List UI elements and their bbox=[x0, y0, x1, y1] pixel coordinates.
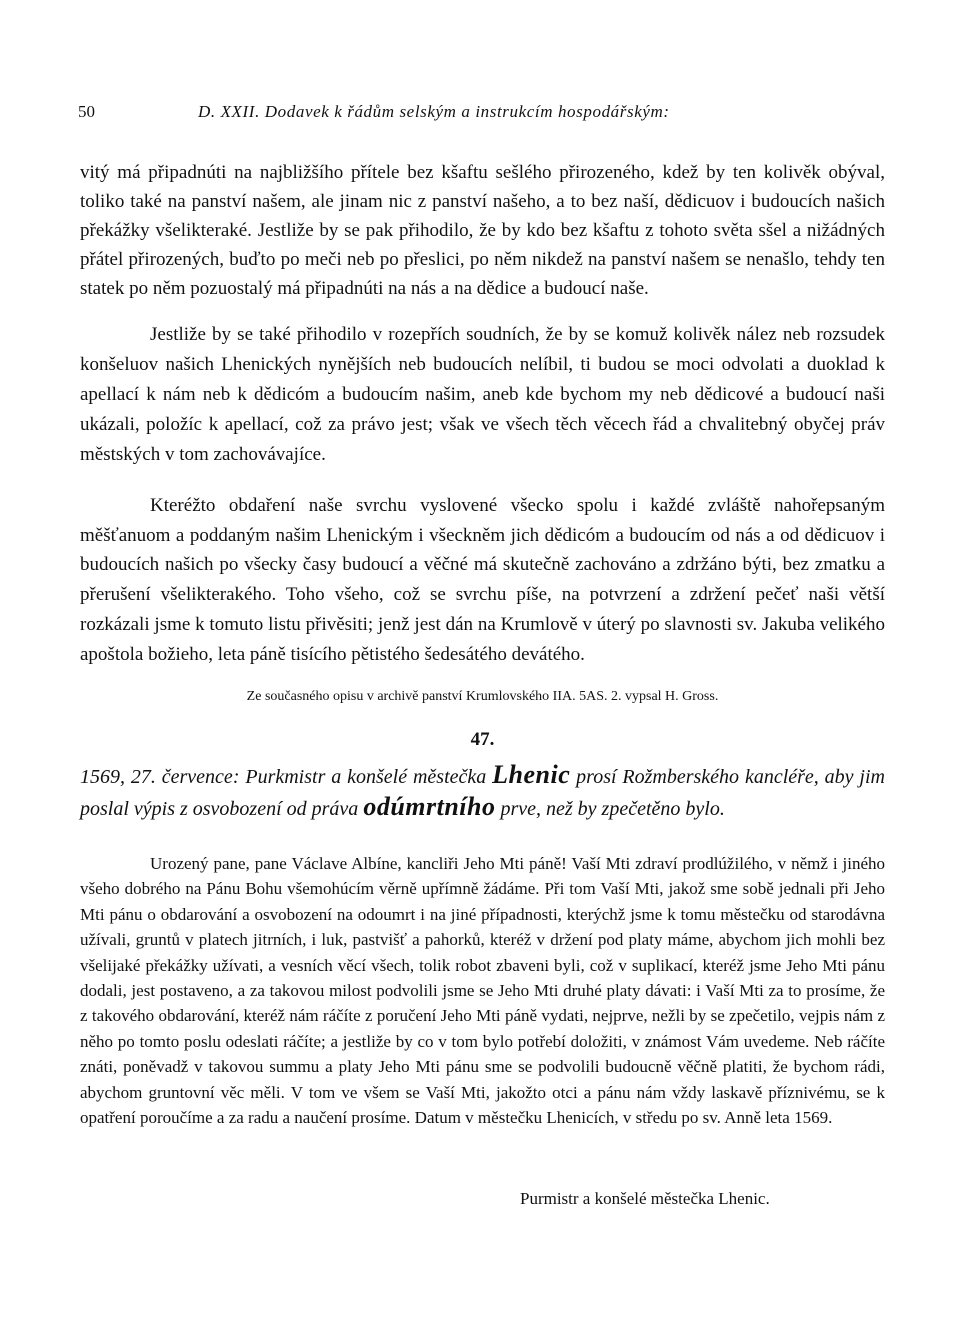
running-title: D. XXII. Dodavek k řádům selským a instrukcím hospodářským: bbox=[198, 102, 670, 121]
heading-name-lhenic: Lhenic bbox=[492, 760, 571, 789]
heading-text-part1: 1569, 27. července: Purkmistr a konšelé městečka bbox=[80, 766, 493, 788]
letter-text: Urozený pane, pane Václave Albíne, kancliři Jeho Mti páně! Vaší Mti zdraví prodlúžilého, v němž i jiného všeho dobrého na Pánu Bohu všemohúcím věrně upřímně žádáme. Při tom Vaší Mti, jakož sme sobě jednali při Jeho Mti pánu o obdarování a osvobození na odoumrt i na jiné případnosti, kterýchž jsme k tomu městečku od starodávna užívali, gruntů v platech jitrních, i luk, pastvišť a pahorků, kteréž v držení pod platy máme, abychom jich mohli bez všelijaké překážky užívati, a vesních věcí všech, tolik robot zbaveni byli, což v suplikací, kteréž jsme Jeho Mti pánu dodali, jest postaveno, a za takovou milost podvolili jsme se Jeho Mti druhé platy dávati: i Vaší Mti za to prosíme, že z takového obdarování, kteréž nám ráčíte z poručení Jeho Mti páně vydati, nejprve, nežli by se zpečetilo, vejpis nám z něho po tomto poslu odeslati ráčíte; a jestliže by co v tom bylo potřebí doložiti, v známost Vám uvedeme. Neb ráčíte znáti, poněvadž v takovou summu a platy Jeho Mti pánu sme se podvolili budoucně věčně platiti, že bychom rádi, abychom gruntovní věc měli. V tom ve všem se Vaší Mti, jakožto otci a pánu nám vždy laskavě příznivému, se k opatření poroučíme a za radu a naučení prosíme. Datum v městečku Lhenicích, v středu po sv. Anně leta 1569. bbox=[80, 854, 885, 1128]
heading-text-part2: prosí Rožmberského kancléře, aby jim poslal výpis z osvobození od práva bbox=[80, 766, 885, 820]
letter-signature: Purmistr a konšelé městečka Lhenic. bbox=[520, 1189, 770, 1208]
document-number: 47. bbox=[470, 729, 495, 750]
source-note: Ze současného opisu v archivě panství Krumlovského IIA. 5AS. 2. vypsal H. Gross. bbox=[246, 689, 719, 704]
body-paragraph-1: vitý má připadnúti na najbližšího přítele bez kšaftu sešlého přirozeného, kdež by ten kolivěk obýval, toliko také na panství našem, ale jinam nic z panství našeho, a to bez naší, dědicuov i budoucích našich překážky všelikteraké. Jestliže by se pak přihodilo, že by kdo bez kšaftu z tohoto světa sšel a nižádných přátel přirozených, buďto po meči neb po přeslici, po něm nikdež na panství našem se nenašlo, tehdy ten statek po něm pozuostalý má připadnúti na nás a na dědice a budoucí naše. bbox=[80, 162, 885, 299]
heading-name-odumrtni: odúmrtního bbox=[363, 792, 496, 821]
document-heading bbox=[80, 760, 885, 824]
body-paragraph-3: Kteréžto obdaření naše svrchu vyslovené všecko spolu i každé zvláště nahořepsaným měšťanuom a poddaným našim Lhenickým i všeckněm jich dědicóm a budoucím od nás a od dědicuov i budoucích našich po všecky časy budoucí a věčné má skutečně zachováno a zdržáno býti, bez zmatku a přerušení všelikterakého. Toho všeho, což se svrchu píše, na potvrzení a zdržení pečeť naši větší rozkázali jsme k tomuto listu přivěsiti; jenž jest dán na Krumlově v úterý po slavnosti sv. Jakuba velikého apoštola božieho, leta páně tisícího pětistého šedesátého devátého. bbox=[80, 495, 885, 665]
heading-text-part3: prve, než by zpečetěno bylo. bbox=[495, 798, 725, 820]
body-paragraph-2: Jestliže by se také přihodilo v rozepřích soudních, že by se komuž kolivěk nález neb rozsudek konšeluov našich Lhenických nynějších neb budoucích nelíbil, ti budou se moci odvolati a duoklad k apellací k nám neb k dědicóm a budoucím našim, aneb kde bychom my neb dědicové a budoucí naši ukázali, položíc k apellací, což za právo jest; však ve všech těch věcech řád a chvalitebný obyčej práv městských v tom zachovávajíce. bbox=[80, 324, 885, 465]
page-number: 50 bbox=[78, 102, 95, 121]
